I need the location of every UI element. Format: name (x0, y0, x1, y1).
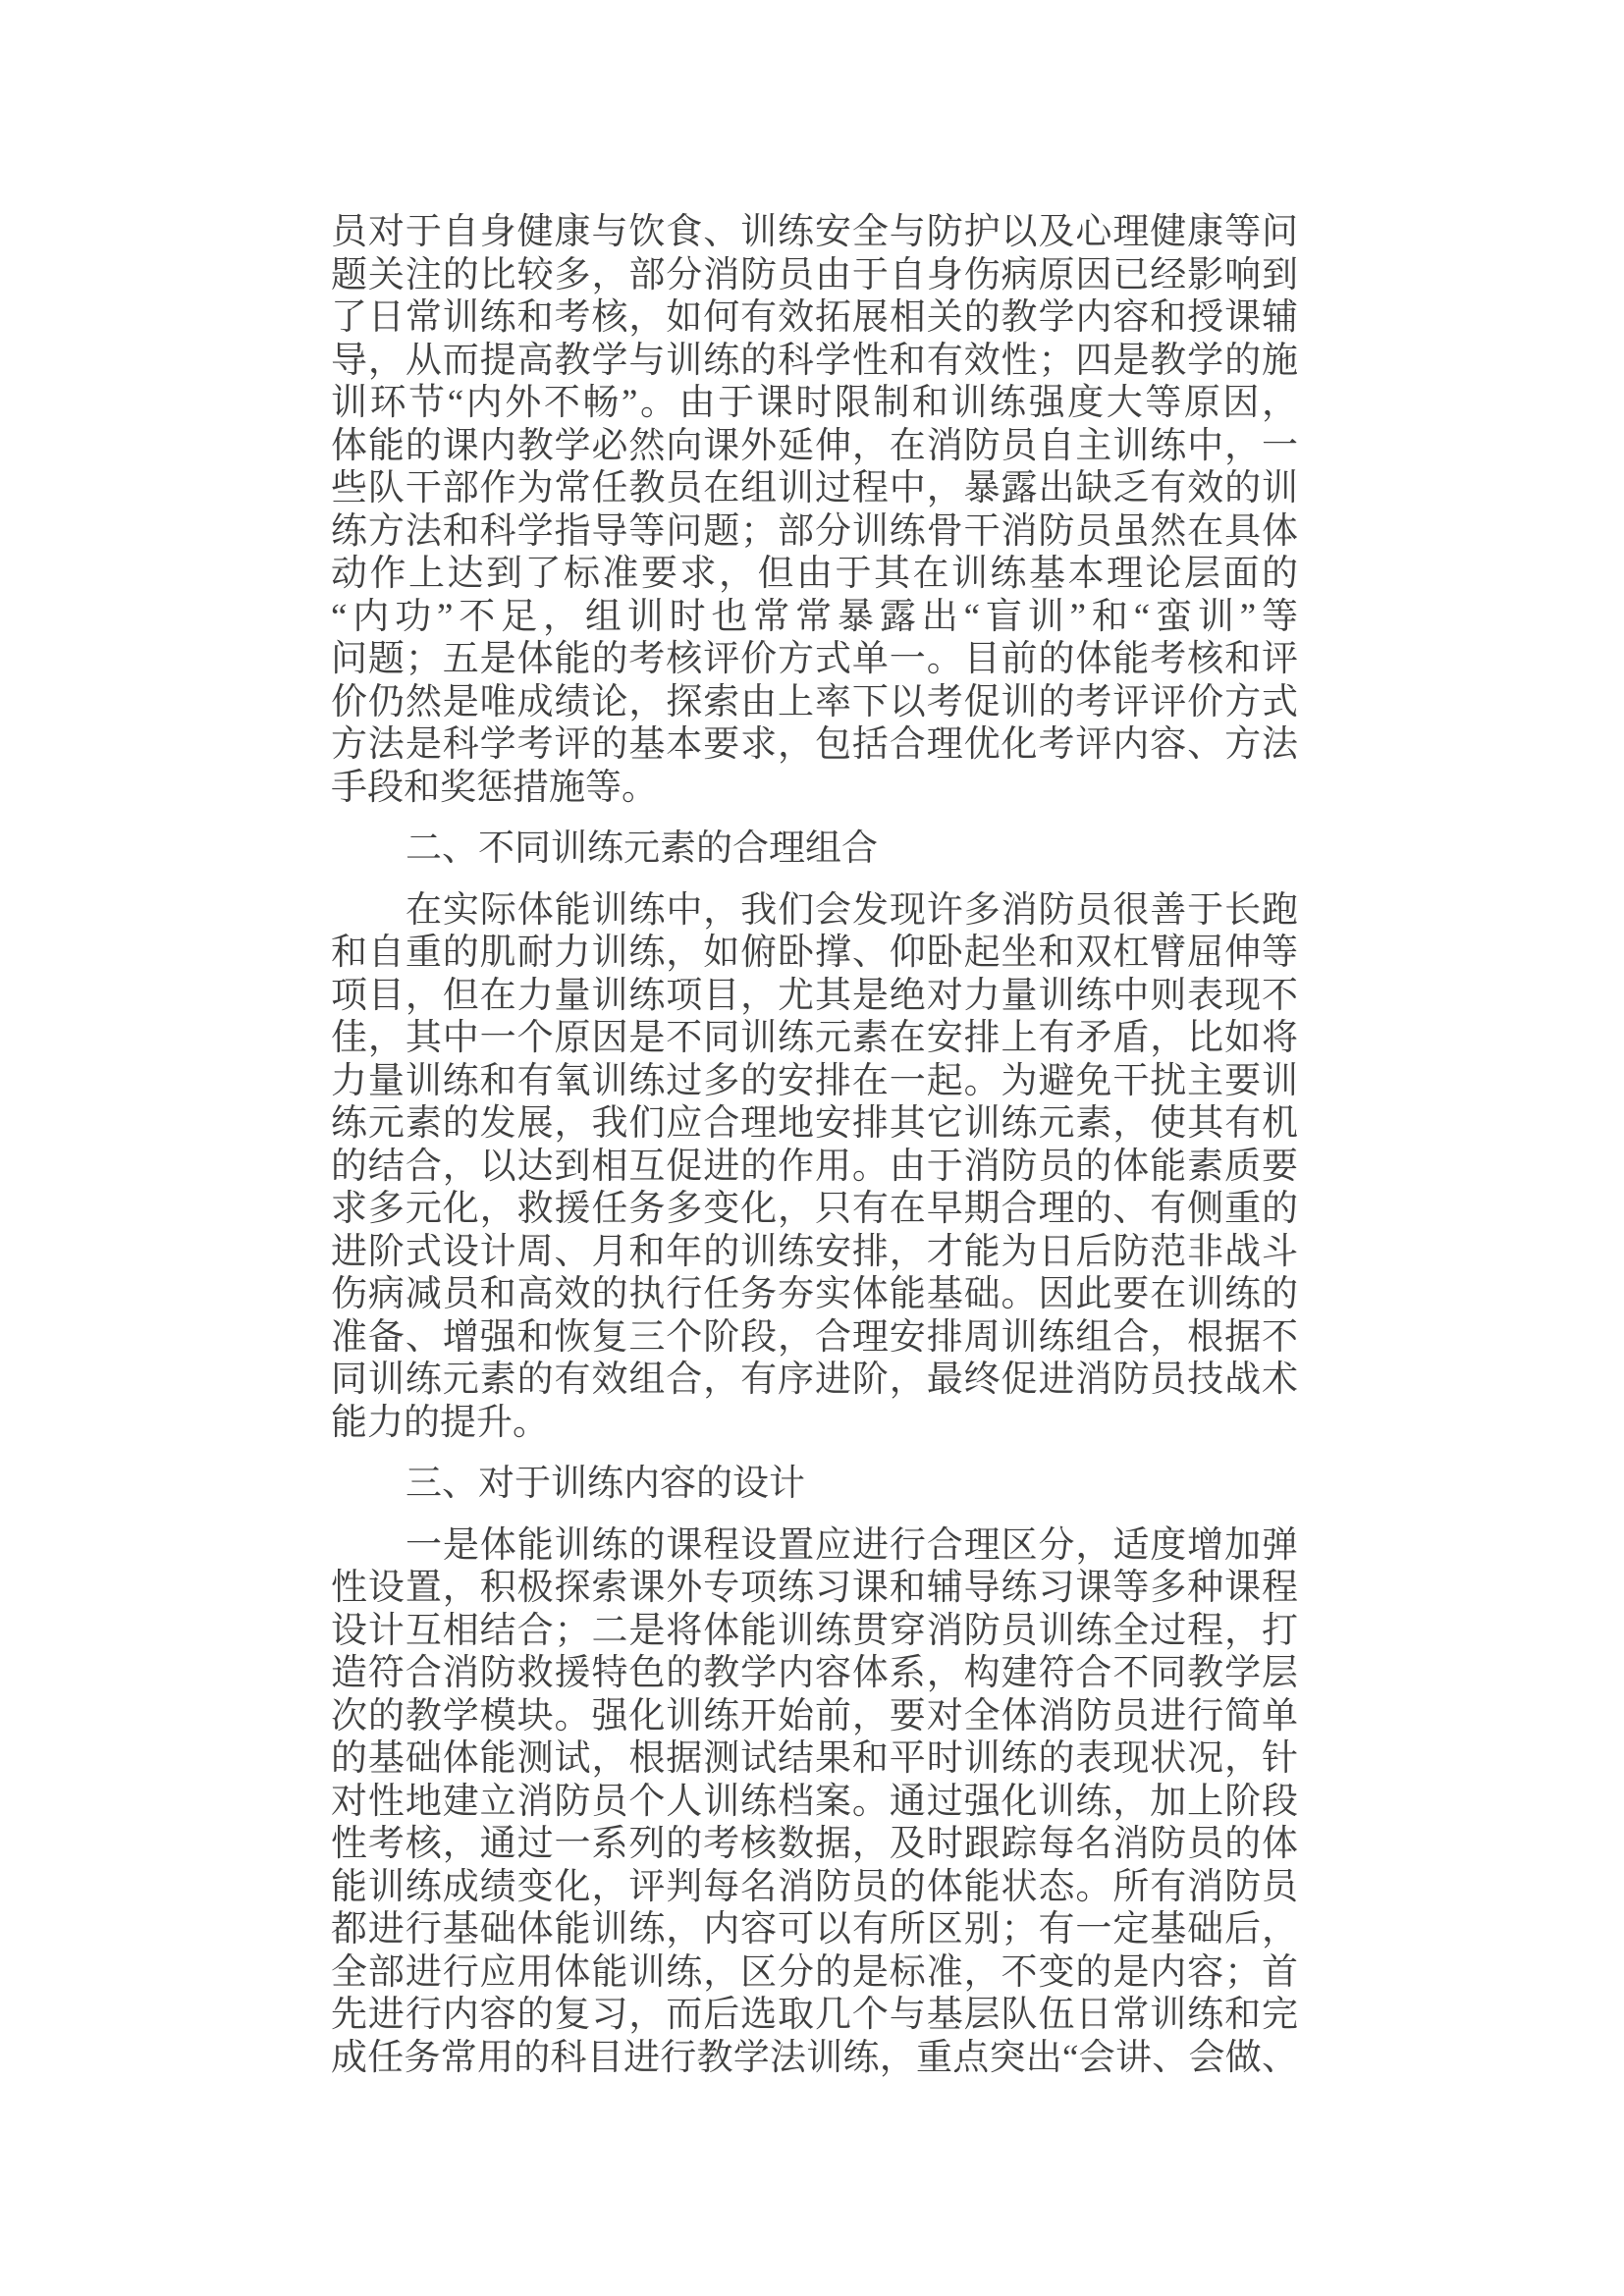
text-line: 能力的提升。 (331, 1402, 549, 1443)
text-line: 佳，其中一个原因是不同训练元素在安排上有矛盾，比如将 (331, 1018, 1298, 1058)
text-line: 项目，但在力量训练项目，尤其是绝对力量训练中则表现不 (331, 975, 1298, 1016)
text-line: 力量训练和有氧训练过多的安排在一起。为避免干扰主要训 (331, 1060, 1298, 1101)
text-line: 先进行内容的复习，而后选取几个与基层队伍日常训练和完 (331, 1995, 1298, 2035)
text-line: 伤病减员和高效的执行任务夯实体能基础。因此要在训练的 (331, 1274, 1298, 1314)
section-heading: 三、对于训练内容的设计 (406, 1464, 805, 1504)
text-line: 成任务常用的科目进行教学法训练，重点突出“会讲、会做、 (331, 2037, 1298, 2078)
text-line: 手段和奖惩措施等。 (331, 767, 658, 808)
text-line: 练方法和科学指导等问题；部分训练骨干消防员虽然在具体 (331, 510, 1298, 552)
text-line: 进阶式设计周、月和年的训练安排，才能为日后防范非战斗 (331, 1231, 1298, 1272)
text-line: 问题；五是体能的考核评价方式单一。目前的体能考核和评 (331, 639, 1298, 679)
text-line: 设计互相结合；二是将体能训练贯穿消防员训练全过程，打 (331, 1610, 1298, 1651)
document-text-block (331, 211, 1298, 2079)
text-line: 能训练成绩变化，评判每名消防员的体能状态。所有消防员 (331, 1866, 1298, 1907)
text-line: 全部进行应用体能训练，区分的是标准，不变的是内容；首 (331, 1951, 1298, 1993)
text-line: 性设置，积极探索课外专项练习课和辅导练习课等多种课程 (331, 1568, 1298, 1608)
text-line: 题关注的比较多，部分消防员由于自身伤病原因已经影响到 (331, 254, 1298, 295)
text-line: 在实际体能训练中，我们会发现许多消防员很善于长跑 (406, 889, 1298, 931)
text-line: 准备、增强和恢复三个阶段，合理安排周训练组合，根据不 (331, 1316, 1298, 1358)
text-line: 都进行基础体能训练，内容可以有所区别；有一定基础后， (331, 1909, 1298, 1949)
text-line: 体能的课内教学必然向课外延伸，在消防员自主训练中，一 (331, 425, 1298, 466)
text-line: 练元素的发展，我们应合理地安排其它训练元素，使其有机 (331, 1103, 1298, 1144)
text-line: 导，从而提高教学与训练的科学性和有效性；四是教学的施 (331, 340, 1298, 381)
text-line: 对性地建立消防员个人训练档案。通过强化训练，加上阶段 (331, 1781, 1298, 1822)
text-line: 次的教学模块。强化训练开始前，要对全体消防员进行简单 (331, 1695, 1298, 1736)
text-line: 价仍然是唯成绩论，探索由上率下以考促训的考评评价方式 (331, 681, 1298, 722)
section-heading: 二、不同训练元素的合理组合 (406, 828, 878, 869)
text-line: 造符合消防救援特色的教学内容体系，构建符合不同教学层 (331, 1653, 1298, 1693)
text-line: 性考核，通过一系列的考核数据，及时跟踪每名消防员的体 (331, 1824, 1298, 1864)
text-line: 了日常训练和考核，如何有效拓展相关的教学内容和授课辅 (331, 297, 1298, 338)
text-line: 的基础体能测试，根据测试结果和平时训练的表现状况，针 (331, 1738, 1298, 1779)
text-line: 同训练元素的有效组合，有序进阶，最终促进消防员技战术 (331, 1360, 1298, 1400)
text-line: 训环节“内外不畅”。由于课时限制和训练强度大等原因， (331, 383, 1298, 423)
text-line: 方法是科学考评的基本要求，包括合理优化考评内容、方法 (331, 724, 1298, 765)
text-line: “内功”不足，组训时也常常暴露出“盲训”和“蛮训”等 (331, 596, 1298, 637)
text-line: 求多元化，救援任务多变化，只有在早期合理的、有侧重的 (331, 1189, 1298, 1229)
text-line: 一是体能训练的课程设置应进行合理区分，适度增加弹 (406, 1524, 1298, 1566)
text-line: 的结合，以达到相互促进的作用。由于消防员的体能素质要 (331, 1146, 1298, 1187)
text-line: 员对于自身健康与饮食、训练安全与防护以及心理健康等问 (331, 212, 1298, 252)
text-line: 些队干部作为常任教员在组训过程中，暴露出缺乏有效的训 (331, 468, 1298, 508)
text-line: 和自重的肌耐力训练，如俯卧撑、仰卧起坐和双杠臂屈伸等 (331, 933, 1298, 973)
text-line: 动作上达到了标准要求，但由于其在训练基本理论层面的 (331, 554, 1298, 594)
